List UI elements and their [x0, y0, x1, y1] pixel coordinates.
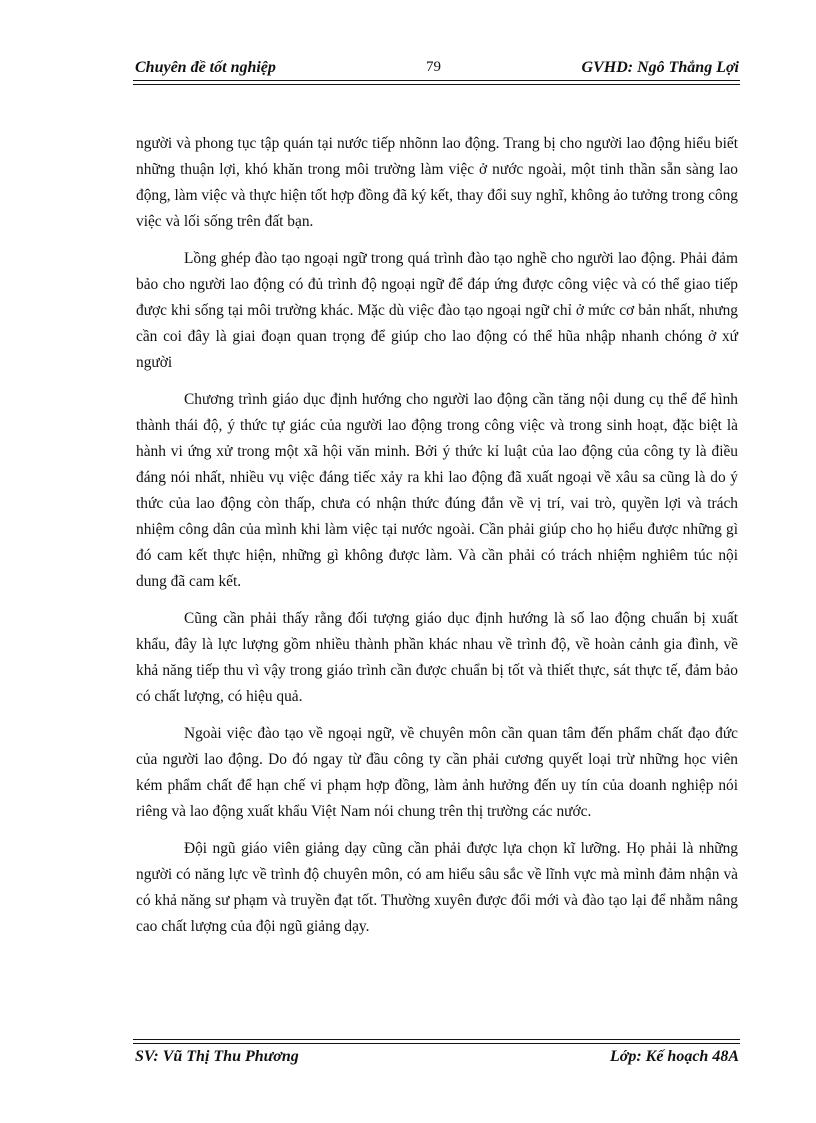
- header-supervisor: GVHD: Ngô Thắng Lợi: [581, 59, 739, 76]
- page-number: 79: [426, 59, 441, 75]
- header-title: Chuyên đề tốt nghiệp: [135, 59, 276, 76]
- header-rule-thin: [133, 84, 740, 85]
- page-footer: [133, 1045, 739, 1071]
- page-header: [133, 57, 739, 81]
- paragraph-2: Lồng ghép đào tạo ngoại ngữ trong quá trình đào tạo nghề cho người lao động. Phải đảm bảo cho người lao động có đủ trình độ ngoại ngữ để đáp ứng được công việc và có thể giao tiếp được khi sống tại môi trường khác. Mặc dù việc đào tạo ngoại ngữ chỉ ở mức cơ bản nhất, nhưng cần coi đây là giai đoạn quan trọng để giúp cho lao động có thể hũa nhập nhanh chóng ở xứ người: [136, 250, 738, 371]
- header-rule-thick: [133, 80, 740, 81]
- paragraph-4: Cũng cần phải thấy rằng đối tượng giáo dục định hướng là số lao động chuẩn bị xuất khẩu, đây là lực lượng gồm nhiều thành phần khác nhau về trình độ, về hoàn cảnh gia đình, về khả năng tiếp thu vì vậy trong giáo trình cần được chuẩn bị tốt và thiết thực, sát thực tế, đảm bảo có chất lượng, có hiệu quả.: [136, 610, 738, 705]
- paragraph-3: Chương trình giáo dục định hướng cho người lao động cần tăng nội dung cụ thể để hình thành thái độ, ý thức tự giác của người lao động trong công việc và trong sinh hoạt, đặc biệt là hành vi ứng xử trong một xã hội văn minh. Bởi ý thức kỉ luật của lao động của công ty là điều đáng nói nhất, nhiều vụ việc đáng tiếc xảy ra khi lao động đã xuất ngoại về xâu sa cũng là do ý thức của lao động còn thấp, chưa có nhận thức đúng đắn về vị trí, vai trò, quyền lợi và trách nhiệm công dân của mình khi làm việc tại nước ngoài. Cần phải giúp cho họ hiểu được những gì đó cam kết thực hiện, những gì không được làm. Và cần phải có trách nhiệm nghiêm túc nội dung đã cam kết.: [136, 391, 738, 590]
- body-text: [136, 131, 738, 951]
- paragraph-5: Ngoài việc đào tạo về ngoại ngữ, về chuyên môn cần quan tâm đến phẩm chất đạo đức của người lao động. Do đó ngay từ đầu công ty cần phải cương quyết loại trừ những học viên kém phẩm chất để hạn chế vi phạm hợp đồng, làm ảnh hưởng đến uy tín của doanh nghiệp nói riêng và lao động xuất khẩu Việt Nam nói chung trên thị trường các nước.: [136, 725, 738, 820]
- paragraph-6: Đội ngũ giáo viên giảng dạy cũng cần phải được lựa chọn kĩ lưỡng. Họ phải là những người có năng lực về trình độ chuyên môn, có am hiểu sâu sắc về lĩnh vực mà mình đảm nhận và có khả năng sư phạm và truyền đạt tốt. Thường xuyên được đổi mới và đào tạo lại để nhằm nâng cao chất lượng của đội ngũ giảng dạy.: [136, 840, 738, 935]
- footer-rule-thin: [133, 1039, 740, 1040]
- footer-class: Lớp: Kế hoạch 48A: [609, 1048, 739, 1065]
- footer-student: SV: Vũ Thị Thu Phương: [135, 1048, 299, 1065]
- footer-rule-thick: [133, 1043, 740, 1044]
- paragraph-1: người và phong tục tập quán tại nước tiếp nhõnn lao động. Trang bị cho người lao động hiểu biết những thuận lợi, khó khăn trong môi trường làm việc ở nước ngoài, một tinh thần sẵn sàng lao động, làm việc và thực hiện tốt hợp đồng đã ký kết, thay đổi suy nghĩ, không ảo tưởng trong công việc và lối sống trên đất bạn.: [136, 135, 738, 230]
